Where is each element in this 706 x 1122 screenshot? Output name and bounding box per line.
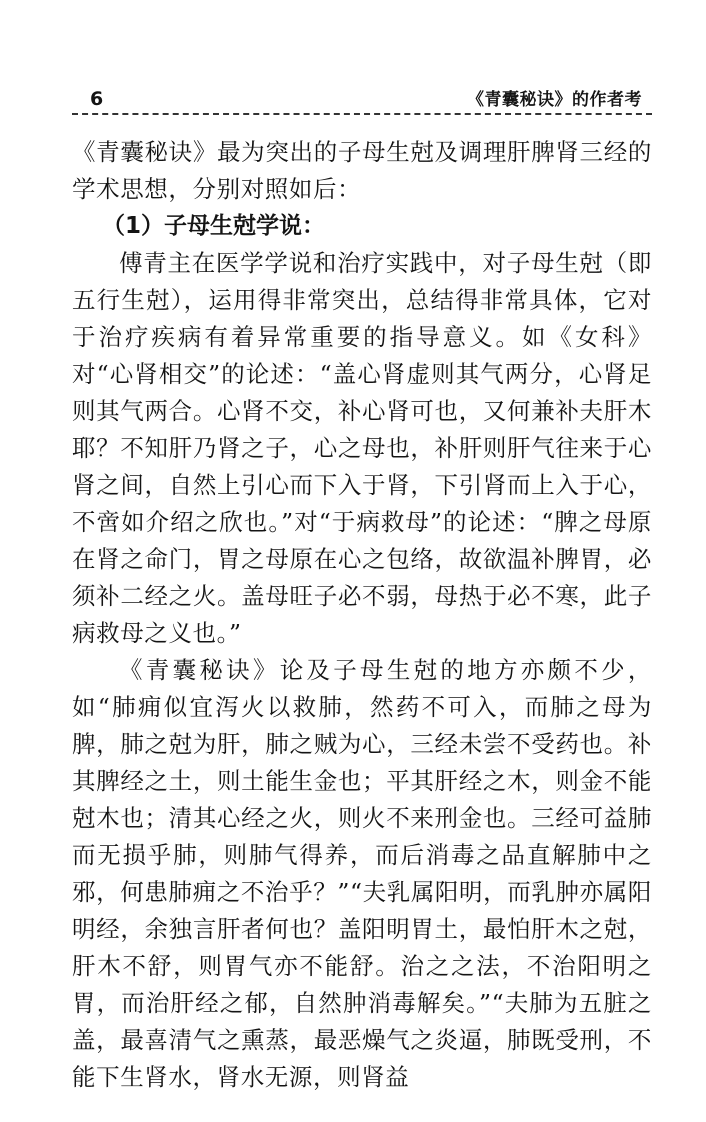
running-title: 《青囊秘诀》的作者考 (467, 90, 642, 110)
section-subheading: （1）子母生尅学说： (102, 213, 326, 239)
body-text (72, 134, 652, 1096)
paragraph-1: 傅青主在医学学说和治疗实践中，对子母生尅（即五行生尅），运用得非常突出，总结得非常具体，它对于治疗疾病有着异常重要的指导意义。如《女科》对“心肾相交”的论述：“盖心肾虚则其气两分，心肾足则其气两合。心肾不交，补心肾可也，又何兼补夫肝木耶？不知肝乃肾之子，心之母也，补肝则肝气往来于心肾之间，自然上引心而下入于肾，下引肾而上入于心，不啻如介绍之欣也。”对“于病救母”的论述：“脾之母原在肾之命门，胃之母原在心之包络，故欲温补脾胃，必须补二经之火。盖母旺子必不弱，母热于必不寒，此子病救母之义也。” (72, 249, 652, 647)
page-number: 6 (90, 88, 104, 110)
paragraph-2: 《青囊秘诀》论及子母生尅的地方亦颇不少，如“肺痈似宜泻火以救肺，然药不可入，而肺之母为脾，肺之尅为肝，肺之贼为心，三经未尝不受药也。补其脾经之土，则土能生金也；平其肝经之木，则金不能尅木也；清其心经之火，则火不来刑金也。三经可益肺而无损乎肺，则肺气得养，而后消毒之品直解肺中之邪，何患肺痈之不治乎？”“夫乳属阳明，而乳肿亦属阳明经，余独言肝者何也？盖阳明胃土，最怕肝木之尅，肝木不舒，则胃气亦不能舒。治之之法，不治阳明之胃，而治肝经之郁，自然肿消毒解矣。”“夫肺为五脏之盖，最喜清气之熏蒸，最恶燥气之炎逼，肺既受刑，不能下生肾水，肾水无源，则肾益 (72, 656, 652, 1091)
header-rule (72, 113, 652, 115)
page-header (72, 88, 652, 118)
intro-paragraph: 《青囊秘诀》最为突出的子母生尅及调理肝脾肾三经的学术思想，分别对照如后： (72, 138, 652, 203)
